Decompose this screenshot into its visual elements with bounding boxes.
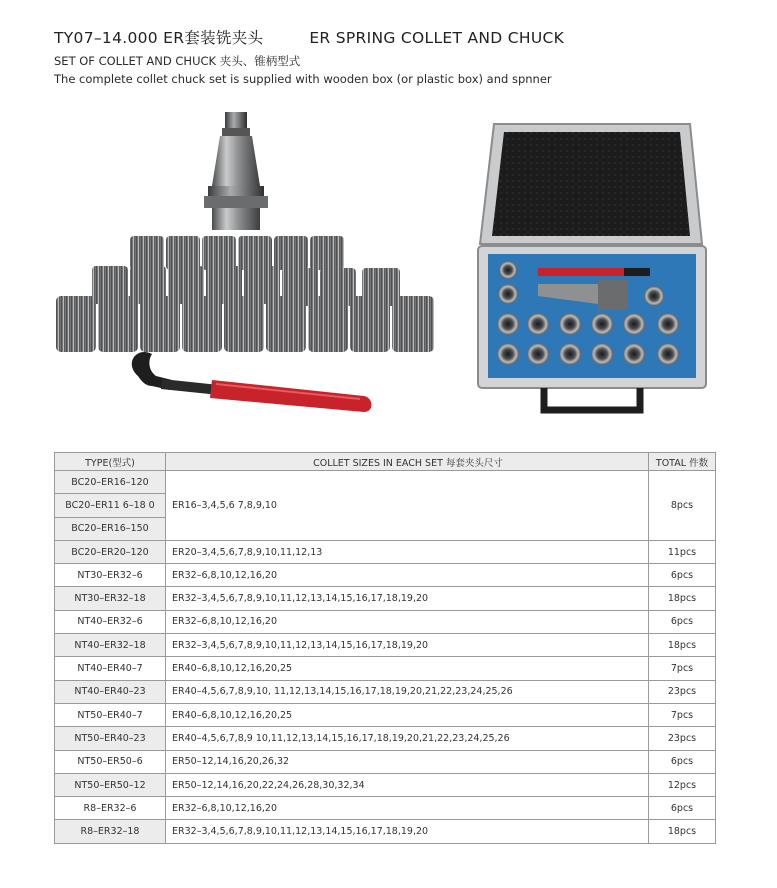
- type-cell: NT40–ER32–18: [55, 634, 166, 657]
- collets-front-row: [56, 296, 434, 352]
- total-cell: 12pcs: [649, 773, 716, 796]
- sizes-cell: ER16–3,4,5,6 7,8,9,10: [166, 471, 649, 541]
- case-lid: [480, 124, 702, 244]
- table-header-row: [55, 453, 716, 471]
- table-row: [55, 587, 716, 610]
- total-cell: 6pcs: [649, 797, 716, 820]
- table-row: [55, 773, 716, 796]
- table-row: [55, 797, 716, 820]
- table-row: [55, 540, 716, 563]
- page-title: [54, 26, 754, 48]
- sizes-cell: ER50–12,14,16,20,22,24,26,28,30,32,34: [166, 773, 649, 796]
- type-cell: BC20–ER16–120: [55, 471, 166, 494]
- collet-set-photo: [52, 108, 442, 428]
- total-cell: 8pcs: [649, 471, 716, 541]
- table-row: [55, 610, 716, 633]
- sizes-cell: ER32–6,8,10,12,16,20: [166, 610, 649, 633]
- sizes-cell: ER40–4,5,6,7,8,9 10,11,12,13,14,15,16,17,18,19,20,21,22,23,24,25,26: [166, 727, 649, 750]
- header-type: TYPE(型式): [55, 453, 166, 471]
- table-row: [55, 471, 716, 494]
- spanner-wrench: [132, 352, 372, 412]
- type-cell: NT40–ER40–23: [55, 680, 166, 703]
- sizes-cell: ER32–6,8,10,12,16,20: [166, 564, 649, 587]
- page-header: [54, 26, 754, 86]
- total-cell: 18pcs: [649, 634, 716, 657]
- type-cell: BC20–ER20–120: [55, 540, 166, 563]
- tool-case-photo: [474, 118, 710, 428]
- sizes-cell: ER32–3,4,5,6,7,8,9,10,11,12,13,14,15,16,17,18,19,20: [166, 634, 649, 657]
- total-cell: 7pcs: [649, 703, 716, 726]
- sizes-cell: ER32–3,4,5,6,7,8,9,10,11,12,13,14,15,16,17,18,19,20: [166, 820, 649, 843]
- type-cell: NT50–ER40–7: [55, 703, 166, 726]
- table-row: [55, 703, 716, 726]
- title-english: ER SPRING COLLET AND CHUCK: [309, 29, 565, 47]
- sizes-cell: ER20–3,4,5,6,7,8,9,10,11,12,13: [166, 540, 649, 563]
- total-cell: 18pcs: [649, 820, 716, 843]
- total-cell: 11pcs: [649, 540, 716, 563]
- type-cell: NT40–ER32–6: [55, 610, 166, 633]
- collets-back-row: [130, 236, 344, 270]
- table-row: [55, 634, 716, 657]
- table-row: [55, 657, 716, 680]
- sizes-cell: ER50–12,14,16,20,26,32: [166, 750, 649, 773]
- type-cell: NT30–ER32–18: [55, 587, 166, 610]
- type-cell: NT40–ER40–7: [55, 657, 166, 680]
- table-row: [55, 750, 716, 773]
- sizes-cell: ER40–6,8,10,12,16,20,25: [166, 703, 649, 726]
- type-cell: NT50–ER50–12: [55, 773, 166, 796]
- total-cell: 18pcs: [649, 587, 716, 610]
- header-total: TOTAL 件数: [649, 453, 716, 471]
- type-cell: BC20–ER11 6–18 0: [55, 494, 166, 517]
- sizes-cell: ER32–6,8,10,12,16,20: [166, 797, 649, 820]
- table-row: [55, 564, 716, 587]
- type-cell: R8–ER32–18: [55, 820, 166, 843]
- header-sizes: COLLET SIZES IN EACH SET 每套夹头尺寸: [166, 453, 649, 471]
- sizes-cell: ER32–3,4,5,6,7,8,9,10,11,12,13,14,15,16,17,18,19,20: [166, 587, 649, 610]
- table-row: [55, 820, 716, 843]
- total-cell: 23pcs: [649, 680, 716, 703]
- type-cell: BC20–ER16–150: [55, 517, 166, 540]
- sizes-cell: ER40–4,5,6,7,8,9,10, 11,12,13,14,15,16,17,18,19,20,21,22,23,24,25,26: [166, 680, 649, 703]
- type-cell: R8–ER32–6: [55, 797, 166, 820]
- total-cell: 23pcs: [649, 727, 716, 750]
- subtitle: SET OF COLLET AND CHUCK 夹头、锥柄型式: [54, 54, 301, 68]
- chuck-arbor: [204, 112, 268, 230]
- description: The complete collet chuck set is supplied with wooden box (or plastic box) and spnner: [54, 72, 552, 86]
- total-cell: 6pcs: [649, 610, 716, 633]
- total-cell: 7pcs: [649, 657, 716, 680]
- title-chinese: TY07–14.000 ER套装铣夹头: [54, 29, 264, 47]
- total-cell: 6pcs: [649, 564, 716, 587]
- case-base: [478, 246, 706, 410]
- type-cell: NT30–ER32–6: [55, 564, 166, 587]
- table-row: [55, 727, 716, 750]
- type-cell: NT50–ER50–6: [55, 750, 166, 773]
- collet-spec-table: [54, 452, 716, 844]
- type-cell: NT50–ER40–23: [55, 727, 166, 750]
- sizes-cell: ER40–6,8,10,12,16,20,25: [166, 657, 649, 680]
- table-row: [55, 680, 716, 703]
- total-cell: 6pcs: [649, 750, 716, 773]
